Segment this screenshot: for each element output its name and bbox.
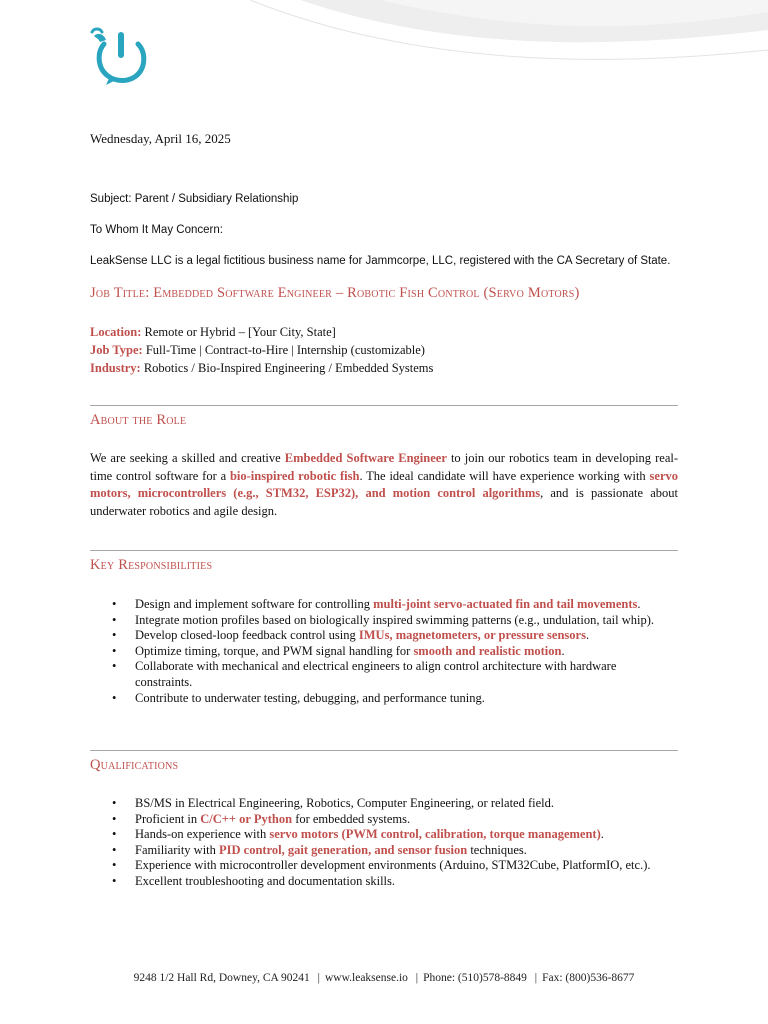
footer-divider: | (317, 972, 320, 984)
list-item (90, 644, 678, 660)
qualifications-heading: Qualifications (90, 757, 179, 773)
about-paragraph (90, 450, 678, 520)
list-item (90, 827, 678, 843)
list-item (90, 628, 678, 644)
item-text: Proficient in (135, 811, 201, 826)
item-highlight: PID control, gait generation, and sensor fusion (219, 842, 468, 857)
item-highlight: servo motors (PWM control, calibration, torque management) (269, 827, 601, 842)
item-text: Excellent troubleshooting and documentation skills. (135, 873, 396, 888)
list-item (90, 843, 678, 859)
bullet: • (112, 842, 117, 857)
item-text: BS/MS in Electrical Engineering, Robotics, Computer Engineering, or related field. (135, 796, 555, 810)
about-text: to join our robotics team in developing real-time control software for a (90, 451, 679, 483)
item-end: techniques. (467, 842, 527, 857)
list-item (90, 874, 678, 890)
job-type-value: Full-Time | Contract-to-Hire | Internship (customizable) (142, 343, 425, 357)
bullet: • (112, 597, 117, 611)
location-value: Remote or Hybrid – [Your City, State] (141, 325, 336, 339)
item-text: Familiarity with (135, 842, 220, 857)
letter-intro: LeakSense LLC is a legal fictitious business name for Jammcorpe, LLC, registered with the CA Secretary of State. (90, 255, 671, 267)
item-text: Optimize timing, torque, and PWM signal handling for (135, 643, 414, 658)
about-text: . The ideal candidate will have experience working with (359, 468, 650, 483)
footer-divider: | (415, 972, 419, 984)
item-end: . (561, 643, 565, 658)
list-item (90, 796, 678, 812)
footer-divider: | (534, 972, 538, 984)
about-heading: About the Role (90, 412, 187, 428)
item-highlight: IMUs, magnetometers, or pressure sensors (358, 628, 586, 643)
item-end: . (585, 628, 590, 643)
bullet: • (112, 811, 117, 826)
list-item (90, 858, 678, 874)
power-droplet-logo-icon (88, 26, 154, 86)
item-text: Develop closed-loop feedback control using (135, 628, 359, 643)
list-item (90, 812, 678, 828)
item-end: . (600, 827, 604, 842)
bullet: • (112, 659, 117, 674)
bullet: • (112, 690, 117, 705)
list-item (90, 597, 678, 613)
item-end: . (637, 597, 641, 611)
responsibilities-list (90, 597, 678, 706)
item-text: Contribute to underwater testing, debugging, and performance tuning. (135, 690, 485, 705)
bullet: • (112, 873, 117, 888)
bullet: • (112, 643, 117, 658)
bullet: • (112, 612, 117, 627)
letter-subject: Subject: Parent / Subsidiary Relationship (90, 193, 299, 205)
responsibilities-heading: Key Responsibilities (90, 557, 213, 573)
qualifications-list (90, 796, 678, 890)
job-meta (90, 323, 678, 377)
about-highlight: servo motors, microcontrollers (e.g., STM32, ESP32), and motion control algorithms (90, 468, 678, 500)
bullet: • (112, 628, 117, 643)
section-divider (90, 750, 678, 751)
job-type-label: Job Type: (90, 343, 143, 357)
footer-website[interactable]: www.leaksense.io (324, 972, 408, 984)
about-highlight: Embedded Software Engineer (284, 451, 447, 465)
industry-value: Robotics / Bio-Inspired Engineering / Embedded Systems (140, 361, 434, 375)
footer-address: 9248 1/2 Hall Rd, Downey, CA 90241 (133, 972, 310, 984)
bullet: • (112, 796, 117, 810)
footer-fax: Fax: (800)536-8677 (542, 972, 635, 984)
item-text: Hands-on experience with (135, 827, 270, 842)
footer-phone: Phone: (510)578-8849 (423, 972, 527, 984)
letter-salutation: To Whom It May Concern: (90, 224, 223, 236)
job-title: Job Title: Embedded Software Engineer – Robotic Fish Control (Servo Motors) (90, 285, 580, 301)
letterhead-footer (0, 972, 768, 984)
about-text: We are seeking a skilled and creative (90, 451, 285, 465)
item-text: Design and implement software for controlling (135, 597, 374, 611)
item-end: for embedded systems. (292, 811, 411, 826)
industry-label: Industry: (90, 361, 141, 375)
list-item (90, 691, 678, 707)
letter-date: Wednesday, April 16, 2025 (90, 131, 231, 146)
about-text: , and is passionate about underwater robotics and agile design. (90, 486, 678, 518)
bullet: • (112, 827, 117, 842)
item-highlight: C/C++ or Python (200, 811, 293, 826)
job-type-row (90, 341, 678, 359)
about-highlight: bio-inspired robotic fish (229, 468, 360, 483)
item-text: Experience with microcontroller development environments (Arduino, STM32Cube, PlatformIO, etc.). (135, 858, 651, 873)
list-item (90, 613, 678, 629)
section-divider (90, 405, 678, 406)
item-highlight: smooth and realistic motion (413, 643, 562, 658)
location-label: Location: (90, 325, 142, 339)
item-text: Collaborate with mechanical and electrical engineers to align control architecture with hardware constraints. (135, 659, 617, 689)
bullet: • (112, 858, 117, 873)
list-item (90, 659, 678, 690)
item-text: Integrate motion profiles based on biologically inspired swimming patterns (e.g., undulation, tail whip). (135, 612, 654, 627)
section-divider (90, 550, 678, 551)
item-highlight: multi-joint servo-actuated fin and tail movements (373, 597, 638, 611)
industry-row (90, 359, 678, 377)
location-row (90, 323, 678, 341)
